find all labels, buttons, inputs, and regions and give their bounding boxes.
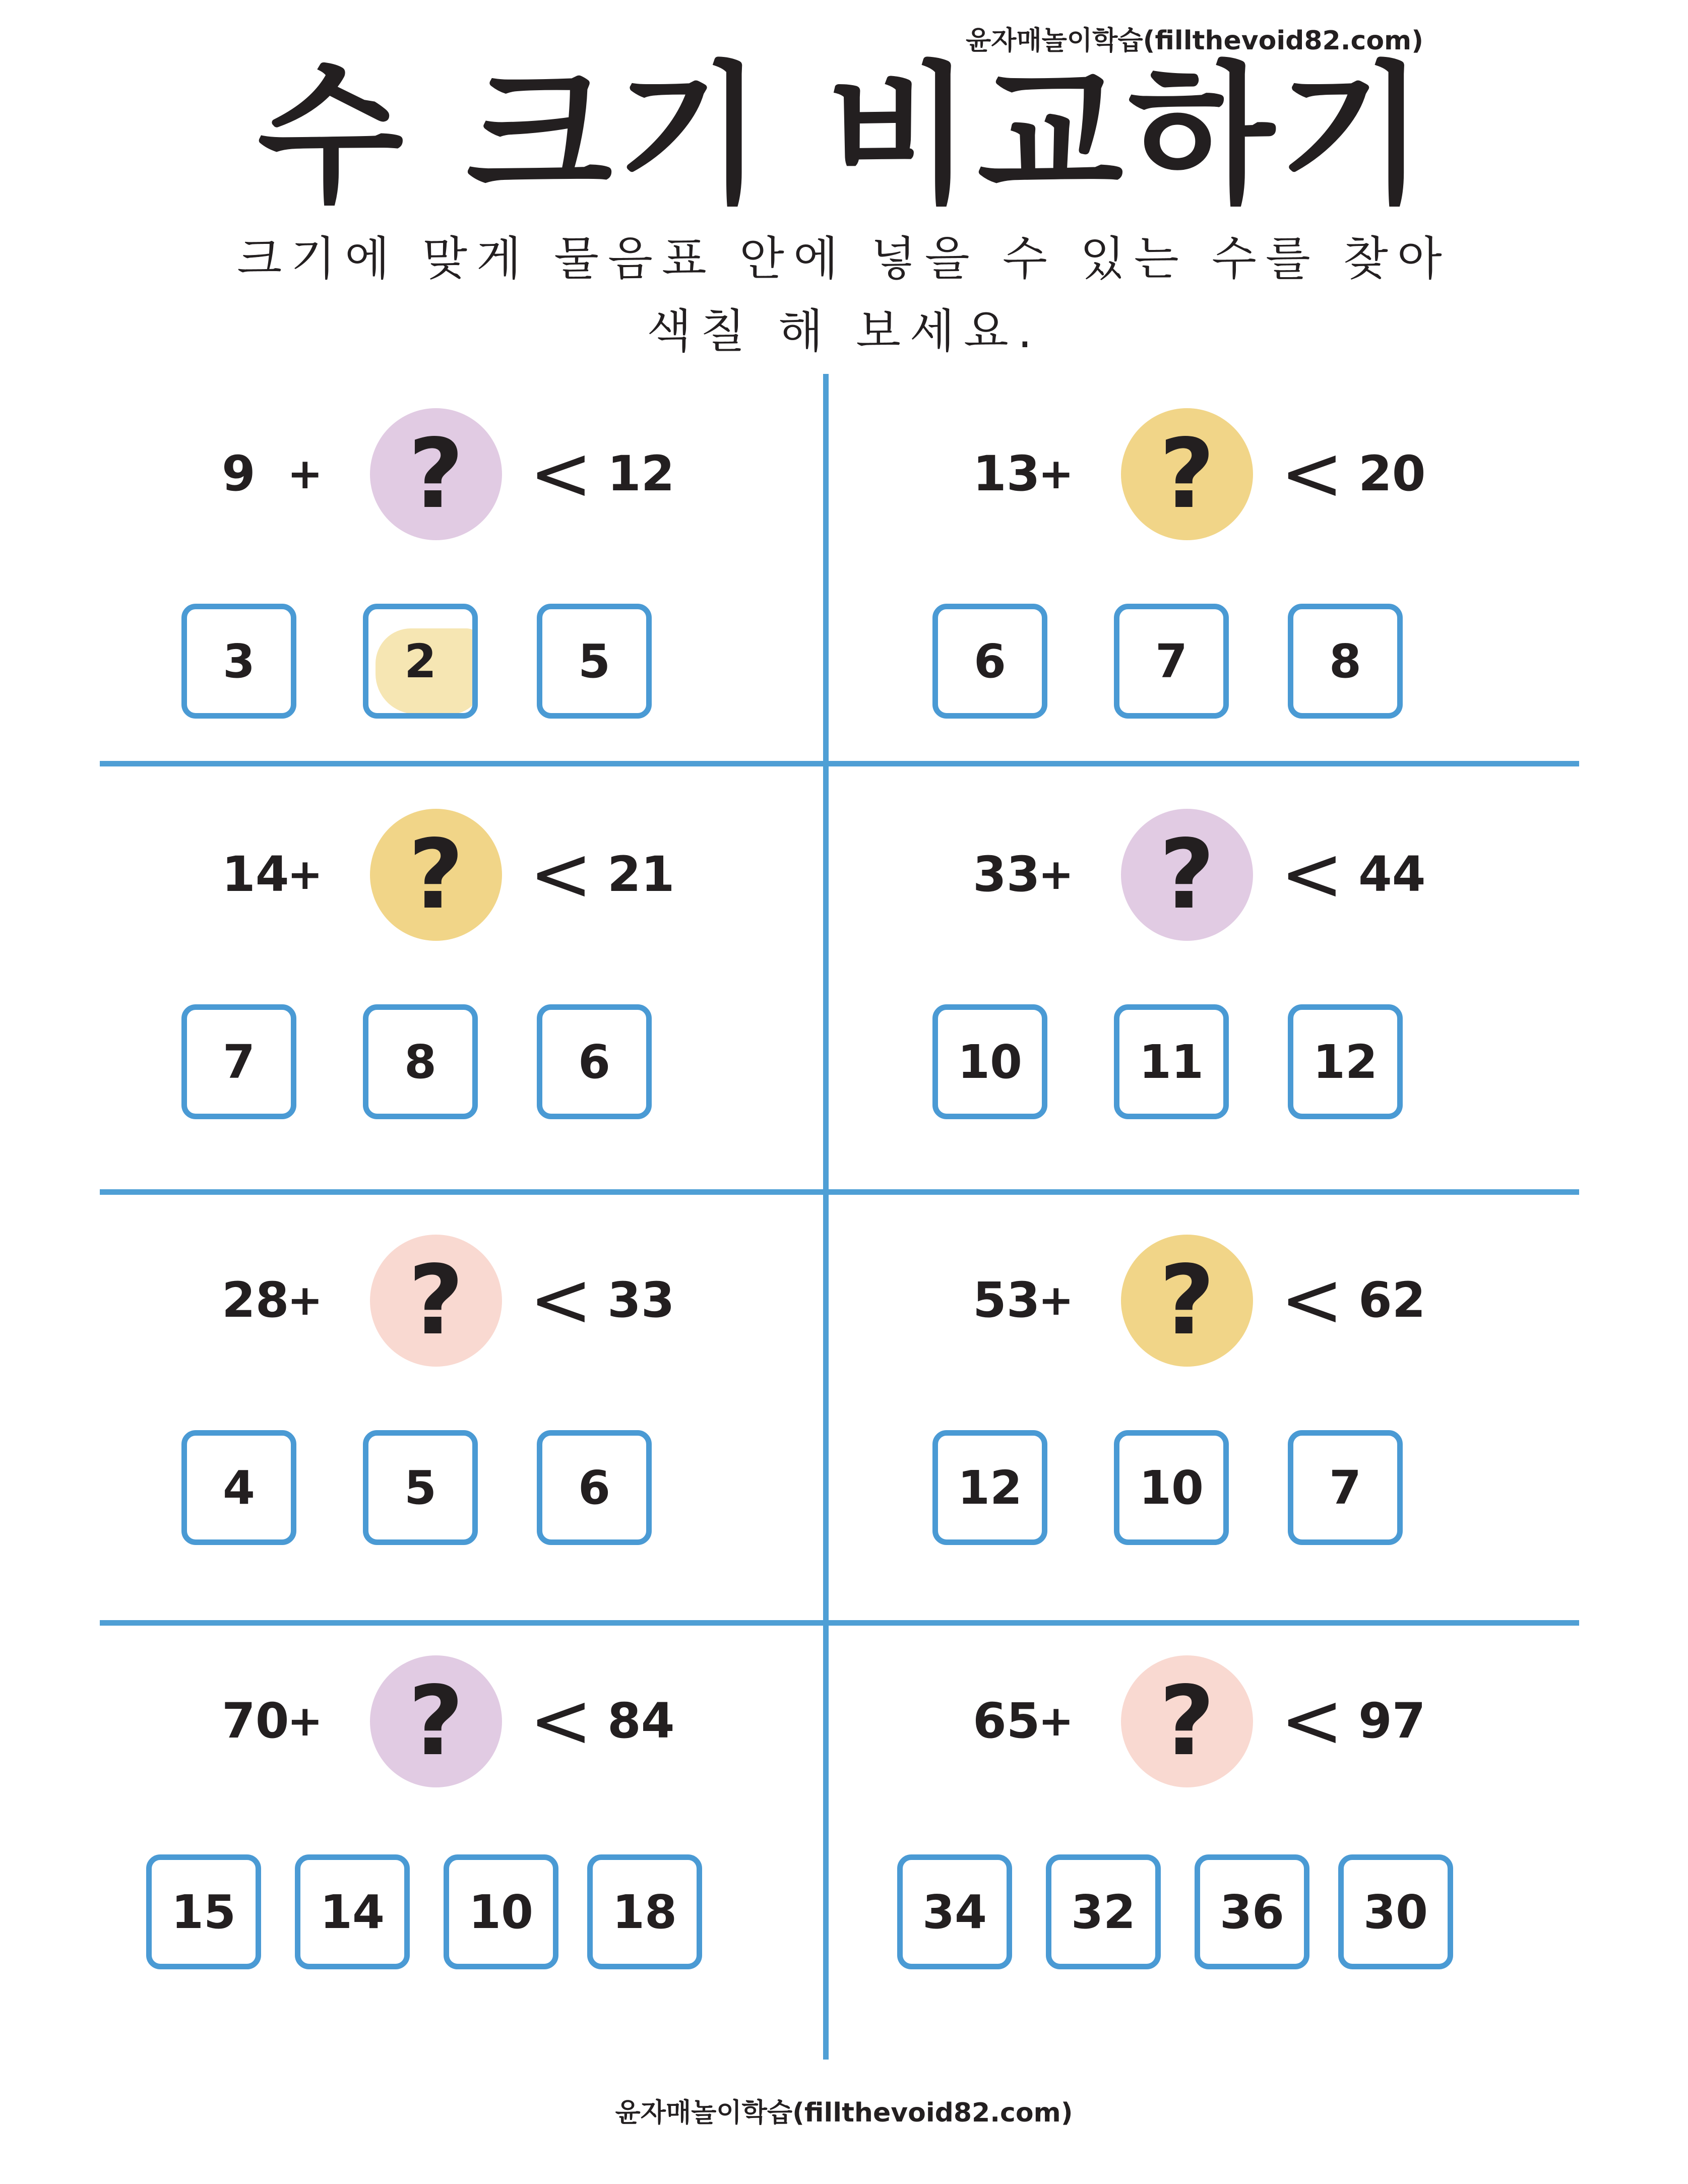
answer-option-value: 12 (1312, 1035, 1378, 1089)
first-number: 53 (973, 1272, 1040, 1328)
answer-option-box[interactable] (363, 1430, 478, 1545)
less-than-sign: < (529, 1677, 593, 1765)
first-number: 14 (222, 846, 289, 903)
answer-option-value: 8 (404, 1035, 436, 1089)
answer-option-box[interactable] (1046, 1854, 1161, 1969)
less-than-sign: < (1280, 830, 1344, 918)
less-than-sign: < (529, 1256, 593, 1344)
question-circle (370, 1655, 502, 1787)
question-mark-icon: ? (408, 418, 464, 530)
less-than-sign: < (1280, 1256, 1344, 1344)
vertical-divider (823, 374, 829, 2060)
answer-option-value: 15 (171, 1885, 236, 1939)
answer-option-value: 14 (320, 1885, 385, 1939)
answer-option-value: 5 (578, 634, 610, 688)
answer-option-value: 2 (404, 634, 436, 688)
question-mark-icon: ? (408, 1665, 464, 1777)
answer-option-box[interactable] (1288, 1004, 1403, 1119)
answer-option-value: 12 (957, 1460, 1023, 1515)
answer-option-box[interactable] (932, 1004, 1047, 1119)
second-number: 84 (607, 1693, 675, 1749)
equation-3 (222, 804, 953, 945)
first-number: 28 (222, 1272, 289, 1328)
first-number: 33 (973, 846, 1040, 903)
answer-option-box[interactable] (1114, 604, 1229, 719)
answer-option-value: 10 (1139, 1460, 1204, 1515)
question-circle (1121, 1655, 1253, 1787)
less-than-sign: < (529, 430, 593, 518)
less-than-sign: < (1280, 1677, 1344, 1765)
question-circle (370, 809, 502, 941)
question-circle (370, 1235, 502, 1367)
answer-option-value: 18 (612, 1885, 677, 1939)
answer-option-box[interactable] (363, 604, 478, 719)
question-mark-icon: ? (1159, 819, 1215, 930)
horizontal-divider-3 (100, 1620, 1579, 1626)
answer-option-box[interactable] (181, 604, 296, 719)
question-mark-icon: ? (1159, 1245, 1215, 1356)
answer-option-value: 6 (578, 1460, 610, 1515)
equation-5 (222, 1230, 953, 1371)
answer-option-box[interactable] (181, 1430, 296, 1545)
instruction-line-1: 크기에 맞게 물음표 안에 넣을 수 있는 수를 찾아 (237, 232, 1451, 286)
question-mark-icon: ? (1159, 1665, 1215, 1777)
answer-option-box[interactable] (897, 1854, 1012, 1969)
second-number: 44 (1358, 846, 1426, 903)
answer-option-box[interactable] (932, 1430, 1047, 1545)
answer-option-value: 4 (222, 1460, 255, 1515)
plus-sign: + (1038, 449, 1074, 498)
answer-option-value: 30 (1363, 1885, 1428, 1939)
answer-option-value: 5 (404, 1460, 436, 1515)
answer-option-value: 34 (922, 1885, 987, 1939)
instruction-line-2: 색칠 해 보세요. (647, 304, 1041, 358)
question-circle (370, 408, 502, 540)
second-number: 12 (607, 445, 675, 502)
question-circle (1121, 408, 1253, 540)
question-circle (1121, 809, 1253, 941)
plus-sign: + (1038, 850, 1074, 899)
answer-option-value: 10 (957, 1035, 1023, 1089)
answer-option-value: 6 (973, 634, 1006, 688)
answer-option-box[interactable] (587, 1854, 702, 1969)
first-number: 70 (222, 1693, 289, 1749)
plus-sign: + (287, 1275, 323, 1325)
answer-option-box[interactable] (1114, 1004, 1229, 1119)
plus-sign: + (1038, 1275, 1074, 1325)
credit-top: 윤자매놀이학습(fillthevoid82.com) (965, 26, 1423, 56)
answer-option-box[interactable] (537, 1004, 652, 1119)
answer-option-value: 3 (222, 634, 255, 688)
equation-2 (973, 403, 1688, 544)
answer-option-value: 10 (468, 1885, 534, 1939)
first-number: 65 (973, 1693, 1040, 1749)
answer-option-box[interactable] (146, 1854, 261, 1969)
equation-6 (973, 1230, 1688, 1371)
answer-option-box[interactable] (1288, 604, 1403, 719)
answer-option-box[interactable] (1114, 1430, 1229, 1545)
answer-option-box[interactable] (181, 1004, 296, 1119)
answer-option-value: 32 (1071, 1885, 1136, 1939)
second-number: 62 (1358, 1272, 1426, 1328)
equation-7 (222, 1650, 953, 1791)
question-mark-icon: ? (408, 1245, 464, 1356)
answer-option-value: 11 (1139, 1035, 1204, 1089)
answer-option-value: 7 (1155, 634, 1187, 688)
answer-option-box[interactable] (1195, 1854, 1309, 1969)
answer-option-box[interactable] (363, 1004, 478, 1119)
less-than-sign: < (529, 830, 593, 918)
plus-sign: + (287, 449, 323, 498)
question-circle (1121, 1235, 1253, 1367)
first-number: 9 (222, 445, 256, 502)
answer-option-value: 36 (1219, 1885, 1285, 1939)
second-number: 21 (607, 846, 675, 903)
credit-bottom: 윤자매놀이학습(fillthevoid82.com) (615, 2098, 1073, 2128)
answer-option-box[interactable] (444, 1854, 558, 1969)
answer-option-value: 7 (1329, 1460, 1361, 1515)
first-number: 13 (973, 445, 1040, 502)
question-mark-icon: ? (1159, 418, 1215, 530)
answer-option-value: 7 (222, 1035, 255, 1089)
answer-option-value: 6 (578, 1035, 610, 1089)
horizontal-divider-2 (100, 1189, 1579, 1195)
horizontal-divider-1 (100, 761, 1579, 766)
answer-option-box[interactable] (537, 604, 652, 719)
plus-sign: + (287, 1696, 323, 1746)
answer-option-box[interactable] (1288, 1430, 1403, 1545)
plus-sign: + (1038, 1696, 1074, 1746)
equation-4 (973, 804, 1688, 945)
answer-option-value: 8 (1329, 634, 1361, 688)
second-number: 20 (1358, 445, 1426, 502)
equation-8 (973, 1650, 1688, 1791)
question-mark-icon: ? (408, 819, 464, 930)
page-title: 수 크기 비교하기 (257, 48, 1431, 224)
equation-1 (222, 403, 953, 544)
second-number: 33 (607, 1272, 675, 1328)
plus-sign: + (287, 850, 323, 899)
answer-option-box[interactable] (295, 1854, 410, 1969)
answer-option-box[interactable] (1338, 1854, 1453, 1969)
answer-option-box[interactable] (932, 604, 1047, 719)
answer-option-box[interactable] (537, 1430, 652, 1545)
less-than-sign: < (1280, 430, 1344, 518)
second-number: 97 (1358, 1693, 1426, 1749)
